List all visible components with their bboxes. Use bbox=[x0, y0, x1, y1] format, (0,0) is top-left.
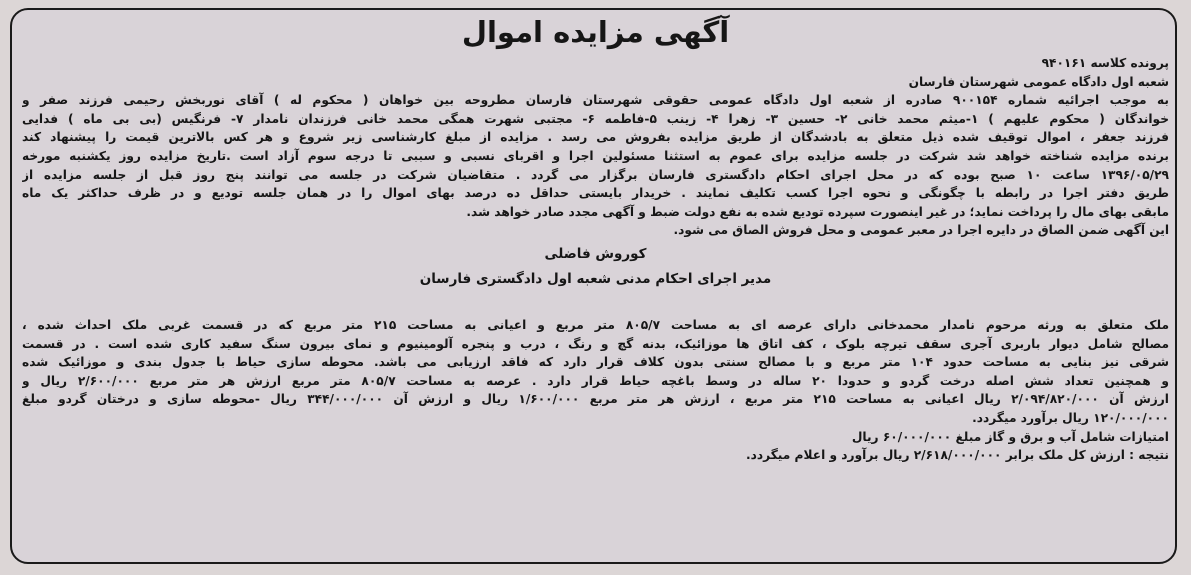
property-line: ملک متعلق به ورثه مرحوم نامدار محمدخانی دارای عرصه ای به مساحت ۸۰۵/۷ متر مربع و اعیانی به مساحت ۲۱۵ متر مربع که در قسمت غربی ملک احداث شده ، bbox=[22, 317, 1169, 332]
posting-note: این آگهی ضمن الصاق در دایره اجرا در معبر عمومی و محل فروش الصاق می شود. bbox=[673, 223, 1169, 238]
result-line: نتیجه : ارزش کل ملک برابر ۲/۶۱۸/۰۰۰/۰۰۰ ریال برآورد و اعلام میگردد. bbox=[745, 448, 1169, 463]
notice-content bbox=[22, 14, 1169, 465]
court-name: شعبه اول دادگاه عمومی شهرستان فارسان bbox=[908, 74, 1169, 89]
body-line: مابقی بهای مال را پرداخت نماید؛ در غیر اینصورت سپرده تودیع شده به نفع دولت ضبط و آگهی مجدد صادر خواهد شد. bbox=[466, 204, 1169, 219]
section-gap bbox=[22, 290, 1169, 316]
signatory-name: کوروش فاضلی bbox=[544, 245, 647, 262]
property-line: و همچنین تعداد شش اصله درخت گردو و حدودا ۲۰ ساله در وسط باغچه حیاط قرار دارد . عرصه به مساحت ۸۰۵/۷ متر مربع ارزش هر متر مربع ۲/۶۰۰/۰۰۰ ریال و bbox=[22, 373, 1169, 388]
signatory-title: مدیر اجرای احکام مدنی شعبه اول دادگستری فارسان bbox=[419, 270, 772, 287]
body-line: فرزند جعفر ، اموال توقیف شده ذیل متعلق به بادشدگان از طریق مزایده بفروش می رسد . مزایده از مبلغ کارشناسی زیر شروع و هر کس بالاترین قیمت را پیشنهاد کند bbox=[22, 130, 1169, 145]
property-line: ارزش آن ۲/۰۹۴/۸۲۰/۰۰۰ ریال اعیانی به مساحت ۲۱۵ متر مربع ، ارزش هر متر مربع ۱/۶۰۰/۰۰۰ ریال و ارزش آن ۳۴۴/۰۰۰/۰۰۰ ریال -محوطه سازی و درختان گردو مبلغ bbox=[22, 392, 1169, 407]
body-line: به موجب اجرائیه شماره ۹۰۰۱۵۴ صادره از شعبه اول دادگاه عمومی حقوقی شهرستان فارسان مطروحه بین خواهان ( محکوم له ) آقای نوربخش رحیمی فرزند صفر و bbox=[22, 93, 1169, 108]
body-line: خواندگان ( محکوم علیهم ) ۱-میثم محمد خانی ۲- حسین ۳- زهرا ۴- زینب ۵-فاطمه ۶- مجتبی شهرت همگی محمد خانی فرزندان نامدار ۷- فرنگیس (بی بی ماه ) فدایی bbox=[22, 111, 1169, 126]
case-number: پرونده کلاسه ۹۴۰۱۶۱ bbox=[1041, 56, 1169, 70]
utilities-line: امتیازات شامل آب و برق و گاز مبلغ ۶۰/۰۰۰/۰۰۰ ریال bbox=[851, 429, 1169, 444]
property-line: شرقی نیز بنایی به مساحت حدود ۱۰۴ متر مربع و با مصالح سنتی بدون کلاف قرار دارد که فاقد ارزیابی می باشد. محوطه سازی حیاط با جدول بندی و موزائیک شده bbox=[22, 355, 1169, 370]
notice-title: آگهی مزایده اموال bbox=[461, 15, 730, 49]
body-line: برنده مزایده شناخته خواهد شد شرکت در جلسه مزایده برای عموم به استثنا مسئولین اجرا و اقربای نسبی و سببی تا درجه سوم آزاد است .تاریخ مزایده روز یکشنبه مورخه bbox=[22, 148, 1169, 163]
property-line: مصالح شامل دیوار باربری آجری سقف تیرچه بلوک ، کف اتاق ها موزائیک، بدنه گچ و رنگ ، درب و پنجره آلومینیوم و نمای بیرون سنگ سفید کاری شده است . در قسمت bbox=[22, 336, 1169, 351]
body-line: طریق دفتر اجرا در رابطه با چگونگی و نحوه اجرا کسب تکلیف نمایند . خریدار بایستی حداقل ده درصد بهای اموال را در همان جلسه تودیع و در ظرف حداکثر یک ماه bbox=[22, 186, 1169, 201]
property-line: ۱۲۰/۰۰۰/۰۰۰ ریال برآورد میگردد. bbox=[972, 410, 1169, 425]
body-line: ۱۳۹۶/۰۵/۲۹ ساعت ۱۰ صبح بوده که در محل اجرای احکام دادگستری فارسان برگزار می گردد . متقاضیان شرکت در جلسه می توانند پنج روز قبل از جلسه مزایده از bbox=[22, 167, 1169, 182]
